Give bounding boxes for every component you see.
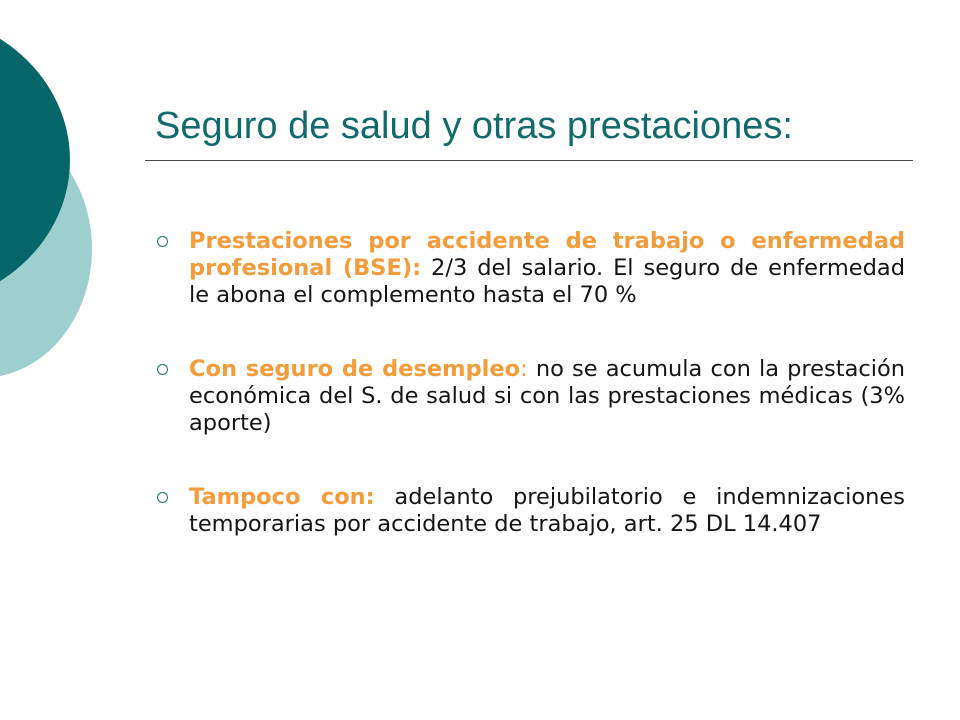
- bullet-text: [189, 484, 905, 538]
- hollow-circle-bullet-icon: [157, 492, 168, 503]
- bullet-separator: :: [520, 356, 528, 382]
- hollow-circle-bullet-icon: [157, 236, 168, 247]
- title-divider: [145, 160, 913, 161]
- bullet-list: [155, 228, 905, 585]
- bullet-body: 2/3 del salario. El seguro de enfermedad le abona el complemento hasta el 70 %: [189, 255, 905, 308]
- bullet-highlight: Prestaciones por accidente de trabajo o enfermedad profesional (BSE):: [189, 228, 905, 281]
- bullet-highlight: Con seguro de desempleo: [189, 356, 521, 382]
- slide-title: Seguro de salud y otras prestaciones:: [155, 105, 793, 147]
- bullet-text: [189, 228, 905, 309]
- bullet-item-prestaciones: [155, 228, 905, 309]
- bullet-text: [189, 356, 905, 437]
- bullet-highlight: Tampoco con:: [189, 484, 375, 510]
- bullet-item-tampoco: [155, 484, 905, 538]
- hollow-circle-bullet-icon: [157, 364, 168, 375]
- bullet-item-desempleo: [155, 356, 905, 437]
- bullet-body: no se acumula con la prestación económica del S. de salud si con las prestaciones médicas (3% aporte): [189, 356, 906, 436]
- bullet-body: adelanto prejubilatorio e indemnizaciones temporarias por accidente de trabajo, art. 25 DL 14.407: [189, 484, 905, 537]
